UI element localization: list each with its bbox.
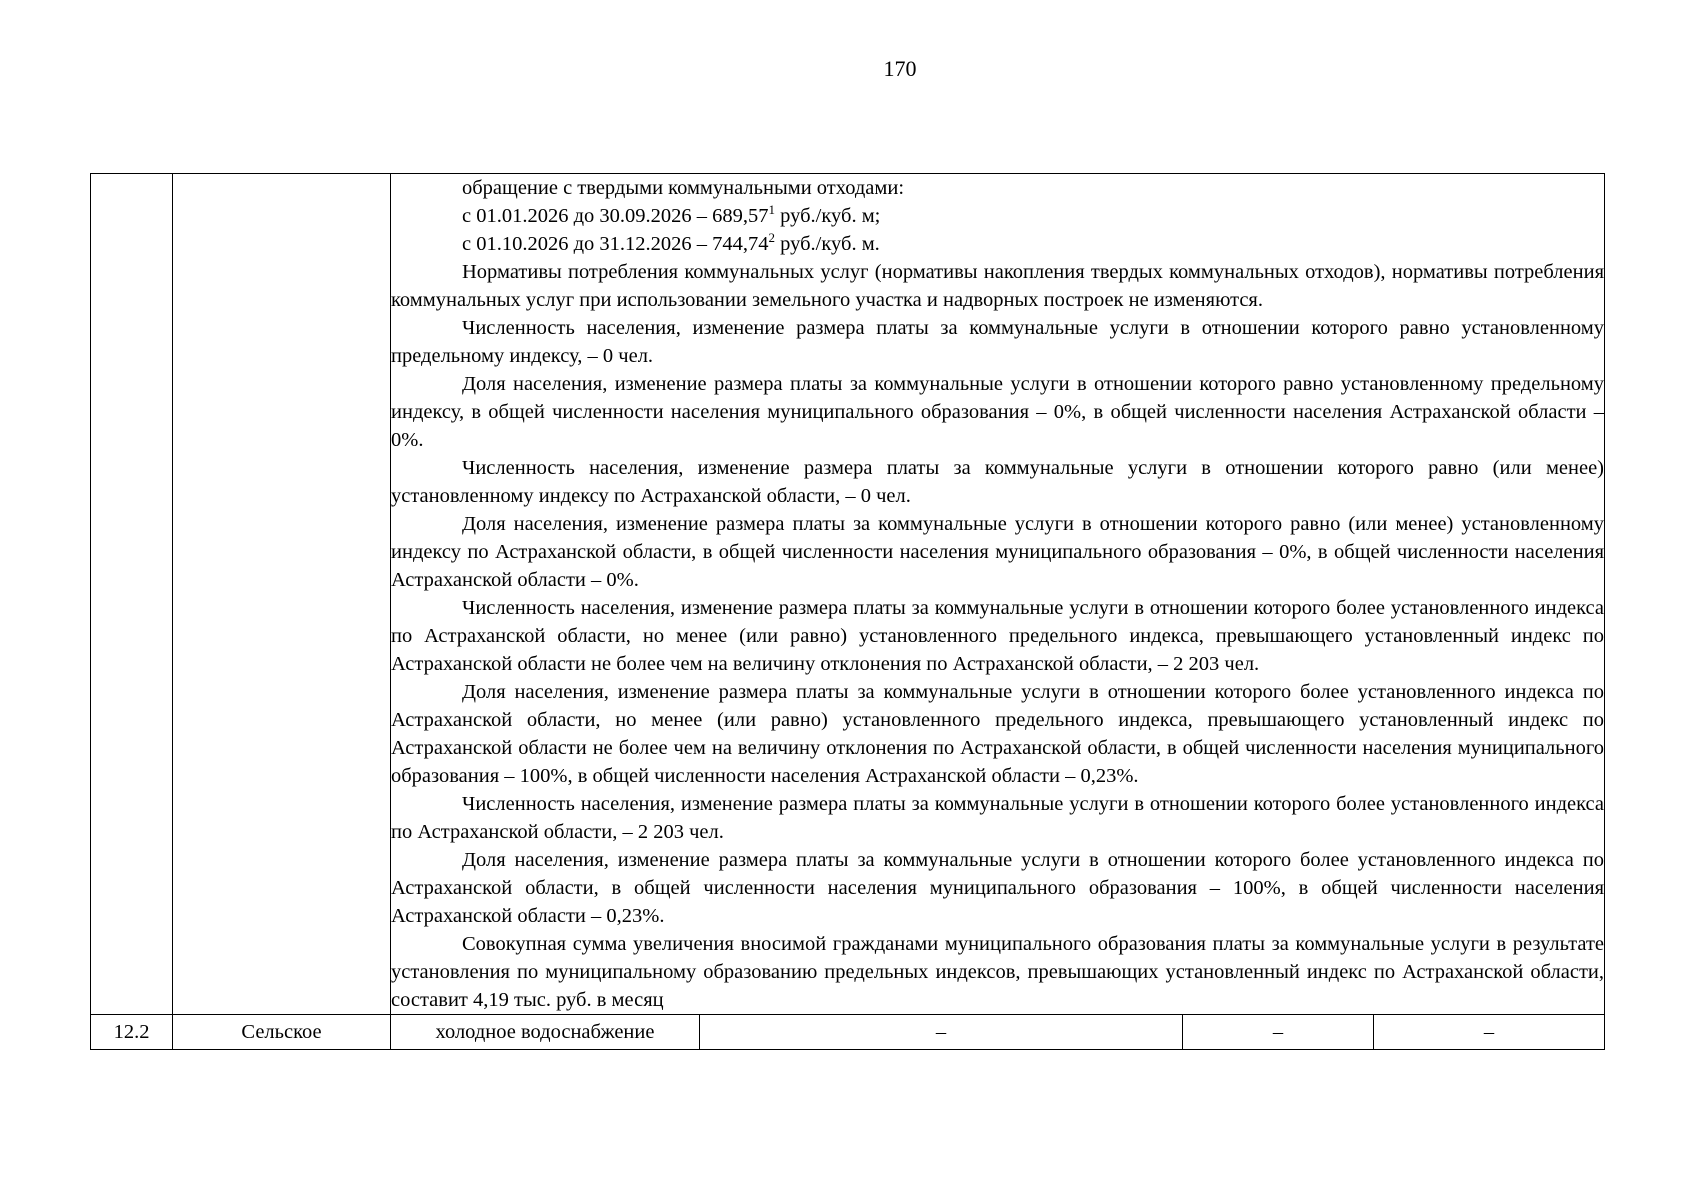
table-row	[91, 174, 1605, 1015]
tariff-value-2: с 01.10.2026 до 31.12.2026 – 744,74	[462, 233, 769, 255]
value-cell: –	[700, 1015, 1183, 1050]
tariff-table	[90, 173, 1605, 1050]
settlement-cell: Сельское	[173, 1015, 391, 1050]
row-number-cell	[91, 174, 173, 1015]
paragraph: Численность населения, изменение размера платы за коммунальные услуги в отношении которого равно (или менее) установленному индексу по Астраханской области, – 0 чел.	[391, 457, 1605, 507]
paragraph: Доля населения, изменение размера платы за коммунальные услуги в отношении которого равно установленному предельному индексу, в общей численности населения муниципального образования – 0%, в общей численности населения Астраханской области – 0%.	[391, 373, 1605, 451]
paragraph: Численность населения, изменение размера платы за коммунальные услуги в отношении которого более установленного индекса по Астраханской области, – 2 203 чел.	[391, 793, 1605, 843]
paragraph: Нормативы потребления коммунальных услуг (нормативы накопления твердых коммунальных отходов), нормативы потребления коммунальных услуг при использовании земельного участка и надворных построек не изменяются.	[391, 261, 1605, 311]
page-number: 170	[883, 56, 917, 81]
value-cell: –	[1374, 1015, 1605, 1050]
tariff-line-2	[391, 230, 1604, 258]
row-number-cell: 12.2	[91, 1015, 173, 1050]
paragraph: Численность населения, изменение размера платы за коммунальные услуги в отношении которого равно установленному предельному индексу, – 0 чел.	[391, 317, 1605, 367]
tariff-unit-2: руб./куб. м.	[775, 233, 880, 255]
paragraph: Доля населения, изменение размера платы за коммунальные услуги в отношении которого более установленного индекса по Астраханской области, но менее (или равно) установленного предельного индекса, превышающего установленный индекс по Астраханской области не более чем на величину отклонения по Астраханской области, в общей численности населения муниципального образования – 100%, в общей численности населения Астраханской области – 0,23%.	[391, 681, 1605, 787]
value-cell: –	[1183, 1015, 1374, 1050]
footnote-mark-1: 1	[768, 202, 776, 218]
footnote-mark-2: 2	[768, 230, 776, 246]
description-cell	[391, 174, 1605, 1015]
tariff-line-1	[391, 202, 1604, 230]
text-line: обращение с твердыми коммунальными отходами:	[462, 177, 905, 199]
paragraph: Доля населения, изменение размера платы за коммунальные услуги в отношении которого более установленного индекса по Астраханской области, в общей численности населения муниципального образования – 100%, в общей численности населения Астраханской области – 0,23%.	[391, 849, 1605, 927]
tariff-value-1: с 01.01.2026 до 30.09.2026 – 689,57	[462, 205, 769, 227]
paragraph: Совокупная сумма увеличения вносимой гражданами муниципального образования платы за коммунальные услуги в результате установления по муниципальному образованию предельных индексов, превышающих установленный индекс по Астраханской области, составит 4,19 тыс. руб. в месяц	[391, 933, 1605, 1011]
tariff-unit-1: руб./куб. м;	[775, 205, 881, 227]
settlement-cell	[173, 174, 391, 1015]
paragraph: Доля населения, изменение размера платы за коммунальные услуги в отношении которого равно (или менее) установленному индексу по Астраханской области, в общей численности населения муниципального образования – 0%, в общей численности населения Астраханской области – 0%.	[391, 513, 1605, 591]
service-cell: холодное водоснабжение	[391, 1015, 700, 1050]
paragraph: Численность населения, изменение размера платы за коммунальные услуги в отношении которого более установленного индекса по Астраханской области, но менее (или равно) установленного предельного индекса, превышающего установленный индекс по Астраханской области не более чем на величину отклонения по Астраханской области, – 2 203 чел.	[391, 597, 1605, 675]
table-row	[91, 1015, 1605, 1050]
